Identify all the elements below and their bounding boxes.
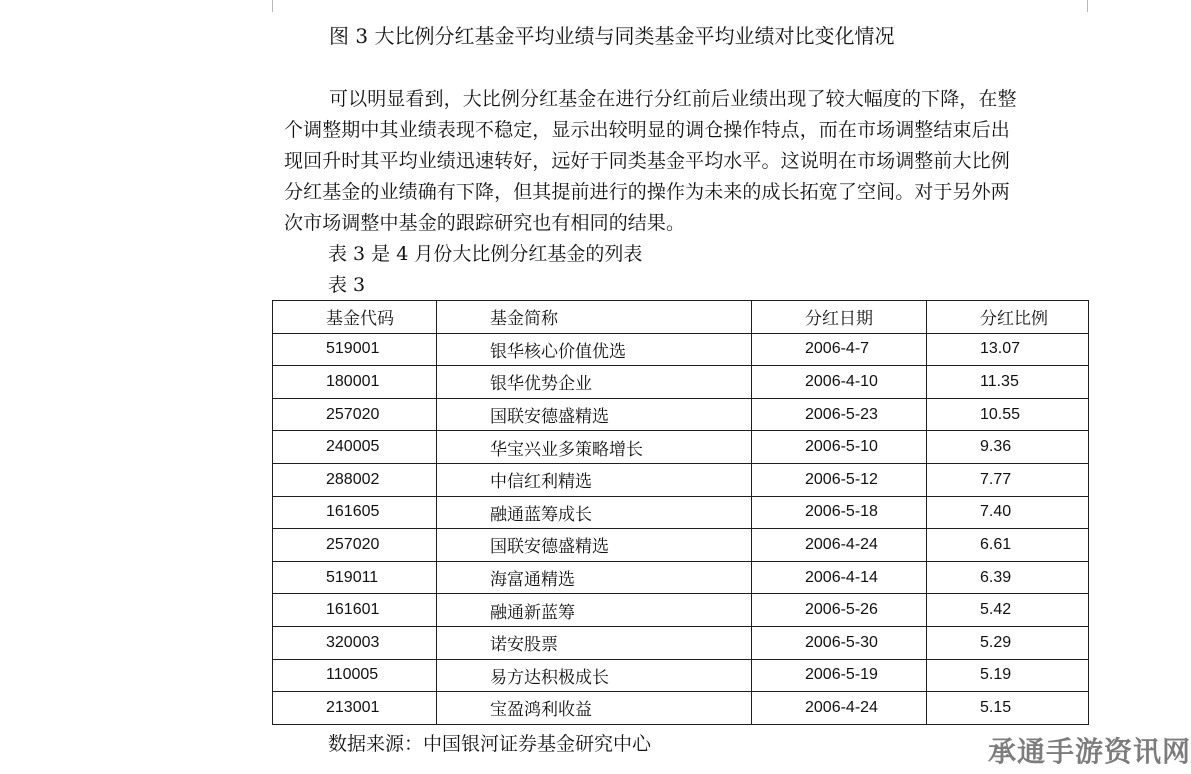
fund-name-cell: 银华优势企业 <box>437 366 752 399</box>
fund-name-cell: 国联安德盛精选 <box>437 398 752 431</box>
dividend-date-cell: 2006-5-23 <box>752 398 927 431</box>
figure-caption: 图 3 大比例分红基金平均业绩与同类基金平均业绩对比变化情况 <box>329 24 895 48</box>
dividend-date-cell: 2006-5-26 <box>752 594 927 627</box>
fund-name-cell: 中信红利精选 <box>437 463 752 496</box>
table-row <box>273 529 1089 562</box>
table-header-row <box>273 301 1089 334</box>
fund-code-cell: 519001 <box>273 333 437 366</box>
fund-name-cell: 国联安德盛精选 <box>437 529 752 562</box>
header-dividend-ratio: 分红比例 <box>927 301 1089 334</box>
dividend-ratio-cell: 5.29 <box>927 626 1089 659</box>
header-fund-name: 基金简称 <box>437 301 752 334</box>
table-row <box>273 496 1089 529</box>
fund-code-cell: 257020 <box>273 398 437 431</box>
fund-name-cell: 海富通精选 <box>437 561 752 594</box>
dividend-ratio-cell: 7.40 <box>927 496 1089 529</box>
body-paragraph <box>284 84 1087 239</box>
dividend-ratio-cell: 11.35 <box>927 366 1089 399</box>
paragraph-line: 现回升时其平均业绩迅速转好，远好于同类基金平均水平。这说明在市场调整前大比例 <box>284 150 1010 172</box>
dividend-ratio-cell: 6.39 <box>927 561 1089 594</box>
dividend-date-cell: 2006-4-24 <box>752 529 927 562</box>
dividend-date-cell: 2006-5-18 <box>752 496 927 529</box>
table-row <box>273 626 1089 659</box>
fund-code-cell: 519011 <box>273 561 437 594</box>
fund-name-cell: 宝盈鸿利收益 <box>437 692 752 725</box>
fund-code-cell: 180001 <box>273 366 437 399</box>
paragraph-line: 可以明显看到，大比例分红基金在进行分红前后业绩出现了较大幅度的下降，在整 <box>329 88 1017 110</box>
fund-code-cell: 288002 <box>273 463 437 496</box>
table-row <box>273 561 1089 594</box>
fund-code-cell: 161605 <box>273 496 437 529</box>
paragraph-line: 次市场调整中基金的跟踪研究也有相同的结果。 <box>284 212 686 234</box>
table-intro: 表 3 是 4 月份大比例分红基金的列表 <box>328 243 643 265</box>
fund-code-cell: 240005 <box>273 431 437 464</box>
dividend-date-cell: 2006-5-10 <box>752 431 927 464</box>
dividend-ratio-cell: 7.77 <box>927 463 1089 496</box>
dividend-date-cell: 2006-4-14 <box>752 561 927 594</box>
fund-name-cell: 华宝兴业多策略增长 <box>437 431 752 464</box>
dividend-date-cell: 2006-4-24 <box>752 692 927 725</box>
source-note: 数据来源：中国银河证券基金研究中心 <box>328 733 652 755</box>
dividend-ratio-cell: 6.61 <box>927 529 1089 562</box>
dividend-ratio-cell: 10.55 <box>927 398 1089 431</box>
header-fund-code: 基金代码 <box>273 301 437 334</box>
table-row <box>273 463 1089 496</box>
table-row <box>273 366 1089 399</box>
fund-dividend-table <box>272 300 1089 725</box>
dividend-ratio-cell: 5.42 <box>927 594 1089 627</box>
fund-name-cell: 银华核心价值优选 <box>437 333 752 366</box>
fund-name-cell: 易方达积极成长 <box>437 659 752 692</box>
table-row <box>273 594 1089 627</box>
table-row <box>273 398 1089 431</box>
site-watermark: 承通手游资讯网 <box>988 735 1191 768</box>
fund-code-cell: 257020 <box>273 529 437 562</box>
dividend-ratio-cell: 5.15 <box>927 692 1089 725</box>
table-row <box>273 659 1089 692</box>
fund-code-cell: 213001 <box>273 692 437 725</box>
dividend-ratio-cell: 9.36 <box>927 431 1089 464</box>
table-row <box>273 692 1089 725</box>
dividend-date-cell: 2006-5-19 <box>752 659 927 692</box>
table-row <box>273 431 1089 464</box>
dividend-date-cell: 2006-5-12 <box>752 463 927 496</box>
fund-name-cell: 融通蓝筹成长 <box>437 496 752 529</box>
dividend-date-cell: 2006-4-10 <box>752 366 927 399</box>
fund-name-cell: 融通新蓝筹 <box>437 594 752 627</box>
fund-code-cell: 161601 <box>273 594 437 627</box>
paragraph-line: 分红基金的业绩确有下降，但其提前进行的操作为未来的成长拓宽了空间。对于另外两 <box>284 181 1010 203</box>
dividend-date-cell: 2006-5-30 <box>752 626 927 659</box>
fund-code-cell: 320003 <box>273 626 437 659</box>
crop-mark-right <box>1087 0 1088 12</box>
header-dividend-date: 分红日期 <box>752 301 927 334</box>
dividend-ratio-cell: 13.07 <box>927 333 1089 366</box>
table-label: 表 3 <box>328 274 366 296</box>
paragraph-line: 个调整期中其业绩表现不稳定，显示出较明显的调仓操作特点，而在市场调整结束后出 <box>284 119 1010 141</box>
dividend-date-cell: 2006-4-7 <box>752 333 927 366</box>
fund-name-cell: 诺安股票 <box>437 626 752 659</box>
crop-mark-left <box>272 0 273 12</box>
table-row <box>273 333 1089 366</box>
dividend-ratio-cell: 5.19 <box>927 659 1089 692</box>
fund-code-cell: 110005 <box>273 659 437 692</box>
